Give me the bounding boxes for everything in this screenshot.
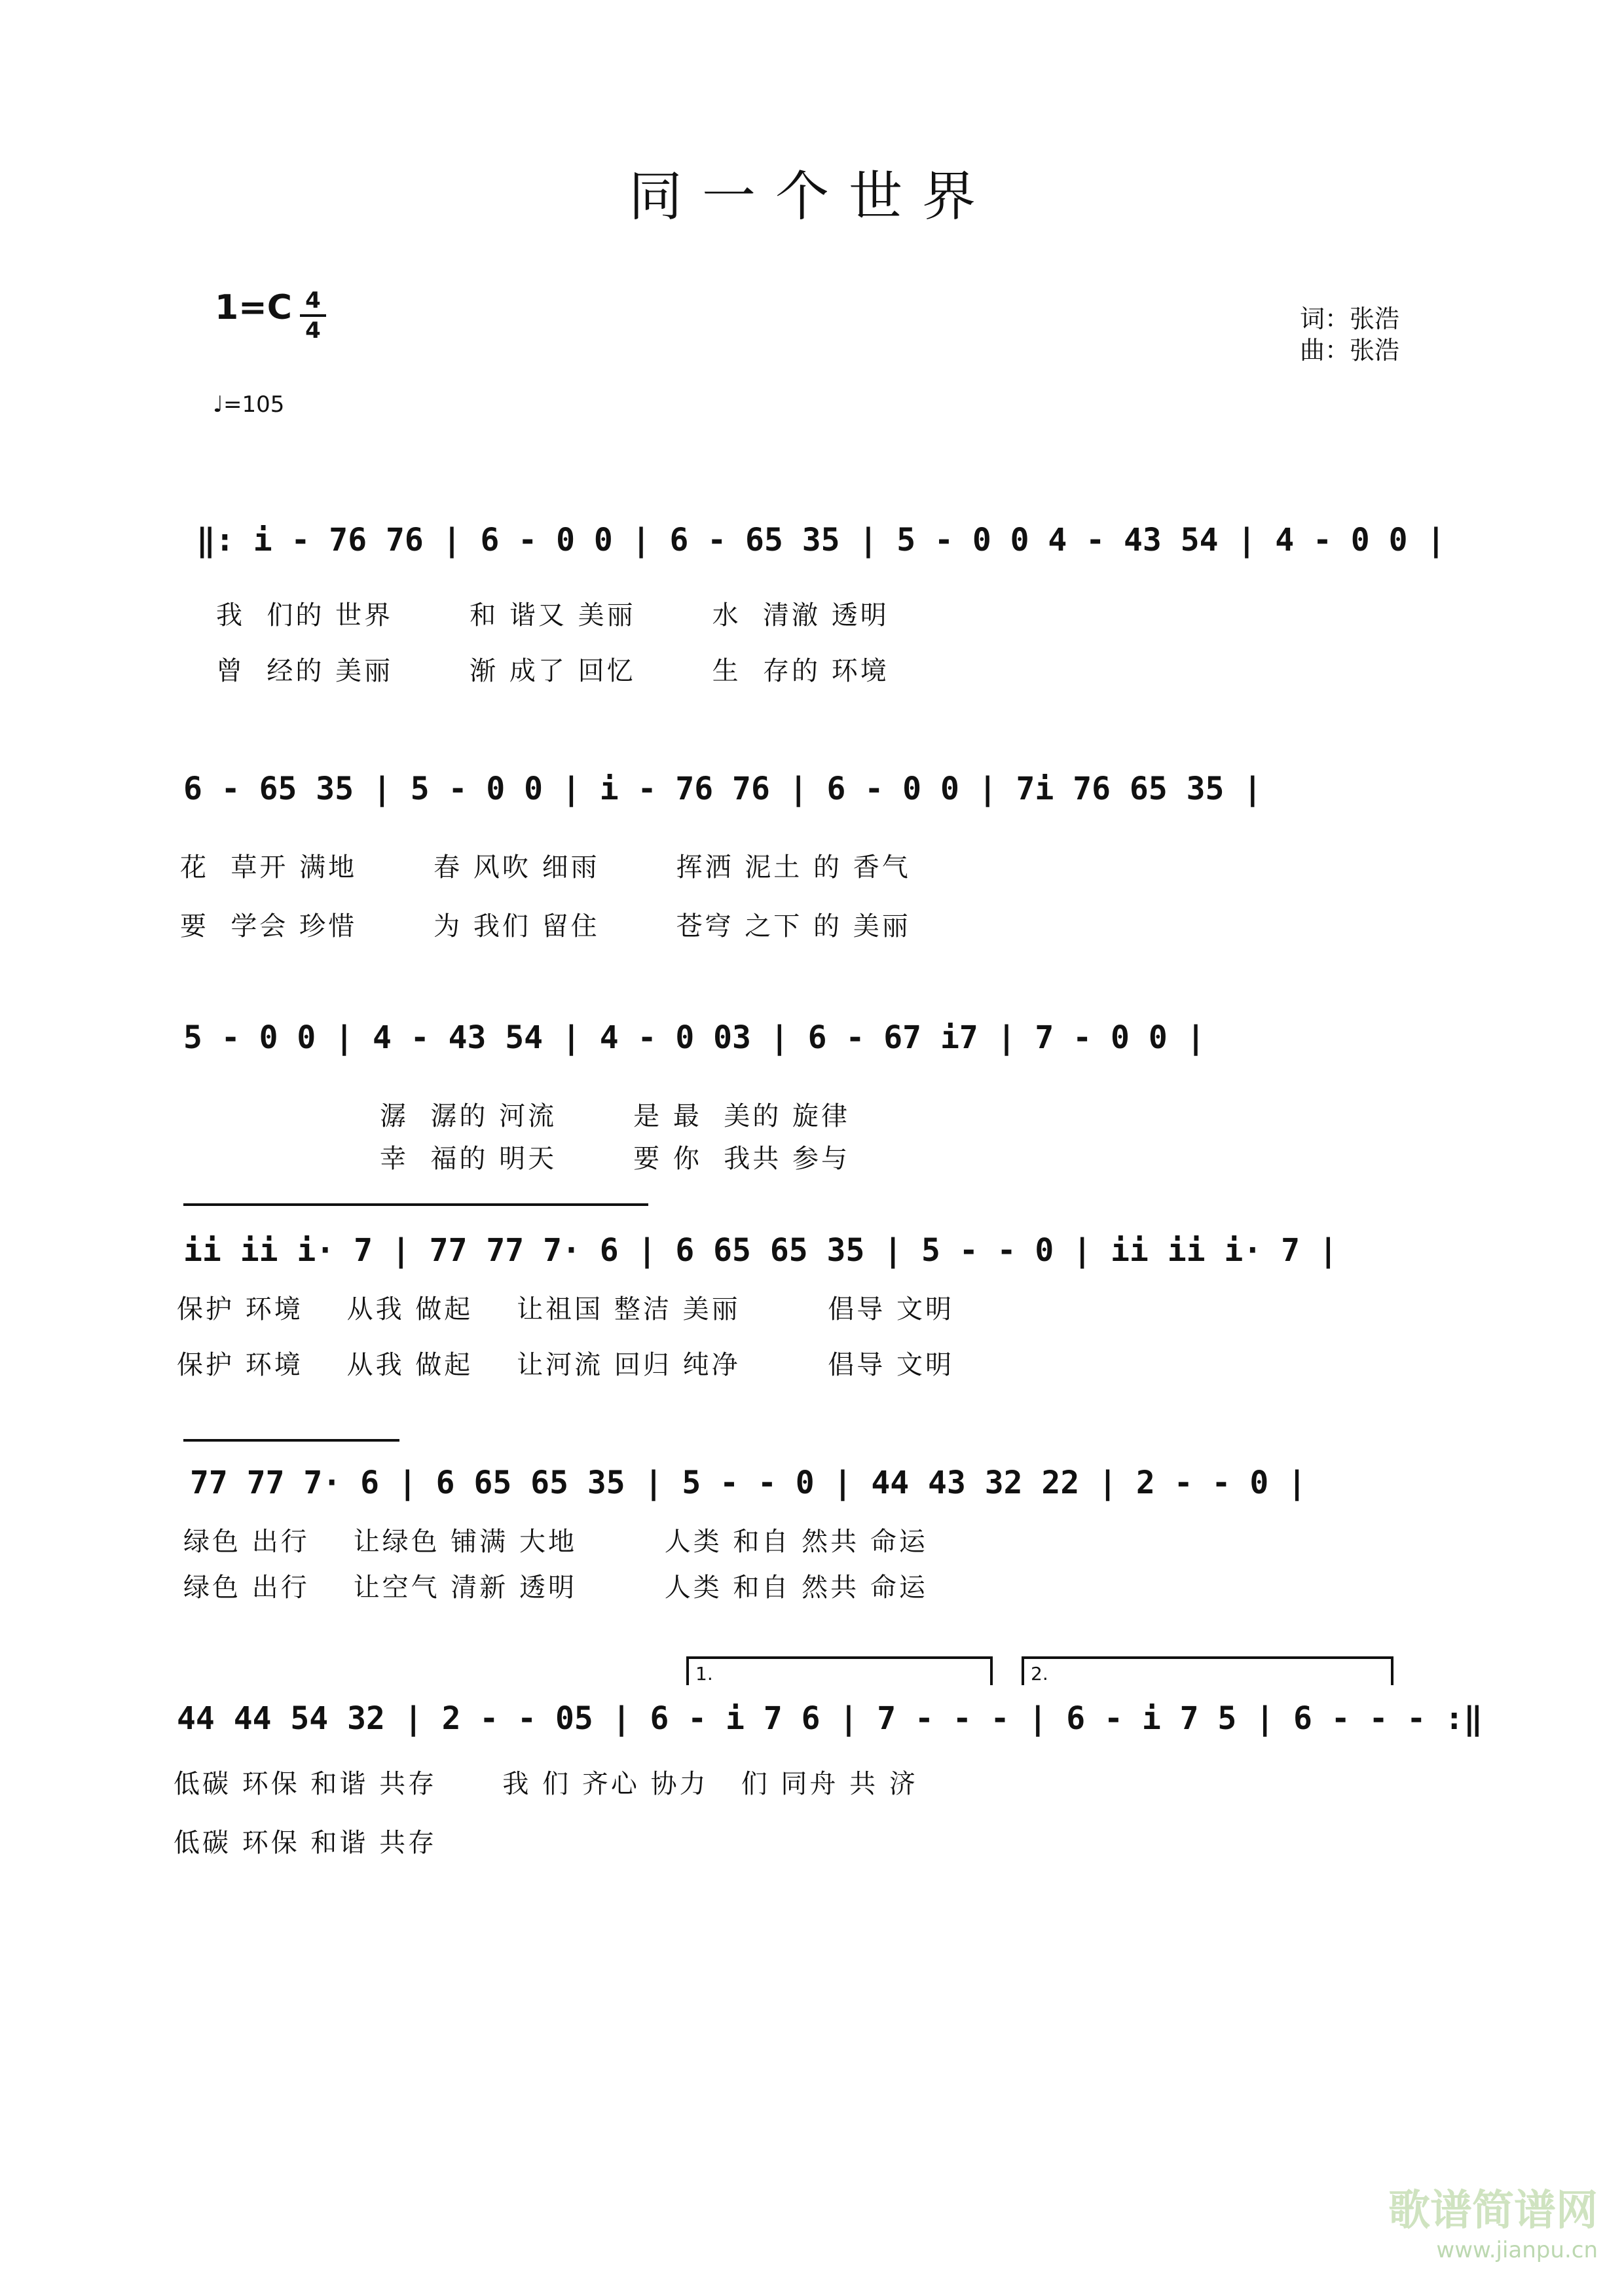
lyric-line-1b: 曾 经的 美丽 渐 成了 回忆 生 存的 环境	[216, 656, 889, 686]
notation-line-6: 44 44 54 32 | 2 - - 05 | 6 - i 7 6 | 7 - - - | 6 - i 7 5 | 6 - - - :‖	[177, 1700, 1483, 1737]
first-ending-bracket	[686, 1656, 993, 1685]
key-signature: 1=C	[215, 288, 292, 327]
time-signature-top: 4	[305, 287, 321, 314]
lyric-line-2a: 花 草开 满地 春 风吹 细雨 挥洒 泥土 的 香气	[180, 852, 911, 883]
score-title: 同一个世界	[628, 166, 995, 228]
credits	[1300, 303, 1399, 366]
notation-line-1: ‖: i - 76 76 | 6 - 0 0 | 6 - 65 35 | 5 - 0 0 4 - 43 54 | 4 - 0 0 |	[196, 522, 1446, 558]
slur-line	[183, 1203, 648, 1206]
second-ending-bracket	[1022, 1656, 1393, 1685]
lyric-line-4b: 保护 环境 从我 做起 让河流 回归 纯净 倡导 文明	[177, 1350, 955, 1380]
tempo-marking: ♩=105	[213, 392, 285, 418]
slur-line	[183, 1439, 399, 1442]
watermark-name: 歌谱简谱网	[1388, 2187, 1598, 2235]
notation-line-5: 77 77 7· 6 | 6 65 65 35 | 5 - - 0 | 44 43 32 22 | 2 - - 0 |	[190, 1465, 1307, 1501]
lyric-line-6a: 低碳 环保 和谐 共存 我 们 齐心 协力 们 同舟 共 济	[174, 1769, 918, 1799]
second-ending-label: 2.	[1031, 1663, 1048, 1685]
lyric-line-2b: 要 学会 珍惜 为 我们 留住 苍穹 之下 的 美丽	[180, 911, 911, 941]
watermark-url: www.jianpu.cn	[1436, 2237, 1598, 2263]
lyric-line-5b: 绿色 出行 让空气 清新 透明 人类 和自 然共 命运	[183, 1573, 928, 1603]
time-signature-bottom: 4	[305, 318, 321, 344]
lyric-line-6b: 低碳 环保 和谐 共存	[174, 1828, 437, 1858]
lyric-line-3a: 潺 潺的 河流 是 最 美的 旋律	[380, 1101, 851, 1131]
lyric-line-5a: 绿色 出行 让绿色 铺满 大地 人类 和自 然共 命运	[183, 1527, 928, 1557]
notation-line-2: 6 - 65 35 | 5 - 0 0 | i - 76 76 | 6 - 0 0 | 7i 76 65 35 |	[183, 771, 1263, 807]
lyric-line-3b: 幸 福的 明天 要 你 我共 参与	[380, 1144, 851, 1174]
lyricist: 词：张浩	[1300, 304, 1400, 333]
first-ending-label: 1.	[695, 1663, 713, 1685]
notation-line-3: 5 - 0 0 | 4 - 43 54 | 4 - 0 03 | 6 - 67 i7 | 7 - 0 0 |	[183, 1019, 1206, 1056]
time-signature	[300, 288, 326, 343]
composer: 曲：张浩	[1300, 336, 1400, 365]
site-watermark	[1388, 2187, 1598, 2270]
lyric-line-1a: 我 们的 世界 和 谐又 美丽 水 清澈 透明	[216, 600, 889, 630]
notation-line-4: ii ii i· 7 | 77 77 7· 6 | 6 65 65 35 | 5 - - 0 | ii ii i· 7 |	[183, 1232, 1338, 1269]
lyric-line-4a: 保护 环境 从我 做起 让祖国 整洁 美丽 倡导 文明	[177, 1294, 955, 1324]
time-signature-bar	[300, 314, 326, 317]
